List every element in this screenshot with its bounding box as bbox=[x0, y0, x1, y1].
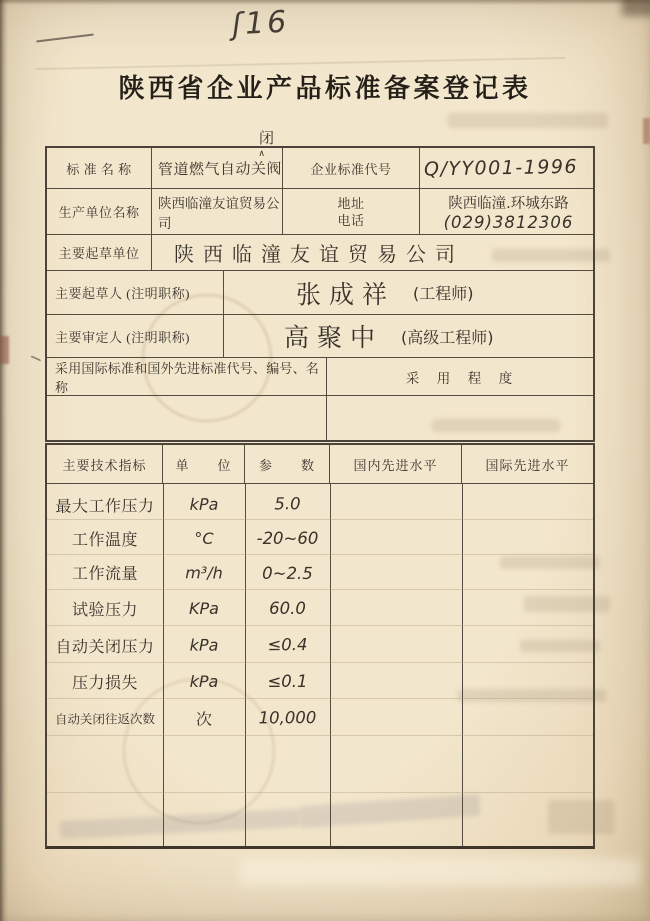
indicator-name: 自动关闭压力 bbox=[55, 636, 155, 656]
registration-info-table bbox=[45, 129, 595, 442]
indicator-name: 最大工作压力 bbox=[55, 495, 155, 516]
faint-row-line bbox=[47, 662, 593, 663]
producer-label: 生产单位名称 bbox=[47, 189, 152, 234]
header-international-level: 国际先进水平 bbox=[485, 457, 570, 473]
indicator-unit: 次 bbox=[195, 709, 213, 729]
scan-corner-shadow bbox=[622, 0, 650, 16]
indicator-unit: kPa bbox=[189, 671, 219, 691]
scan-left-edge bbox=[0, 0, 8, 921]
reviewer-title-handwriting: (高级工程师) bbox=[401, 327, 494, 347]
table-row bbox=[47, 315, 593, 358]
indicator-row bbox=[47, 664, 593, 698]
scan-top-edge bbox=[0, 0, 650, 5]
indicator-row bbox=[47, 626, 593, 663]
indicator-unit: m³/h bbox=[185, 562, 223, 582]
indicator-value: ≤0.1 bbox=[267, 671, 308, 691]
drafter-value bbox=[224, 271, 593, 314]
indicator-value: 5.0 bbox=[274, 493, 301, 513]
phone-label-line bbox=[337, 212, 364, 229]
indicator-name: 压力损失 bbox=[71, 672, 138, 692]
drafter-title-handwriting: (工程师) bbox=[413, 284, 474, 303]
table-header-row bbox=[47, 445, 593, 484]
address-handwriting: 陕西临潼.环城东路 bbox=[448, 195, 569, 212]
indicator-value: 10,000 bbox=[258, 707, 317, 727]
indicator-unit: KPa bbox=[189, 598, 219, 618]
header-parameter: 参 数 bbox=[245, 445, 330, 483]
indicator-value: -20~60 bbox=[256, 528, 319, 548]
address-label-char: 址 bbox=[351, 195, 365, 211]
indicator-row bbox=[47, 555, 593, 592]
address-label-line bbox=[337, 195, 364, 212]
pen-dash-mark bbox=[36, 33, 94, 42]
adoption-degree-label: 采 用 程 度 bbox=[405, 370, 515, 386]
table-row bbox=[47, 235, 593, 271]
indicator-unit: °C bbox=[194, 528, 214, 548]
handwritten-page-code: ʃ16 bbox=[231, 4, 291, 43]
indicator-value: 0~2.5 bbox=[262, 563, 313, 583]
standard-name-handwriting: 管道燃气自动关阀 bbox=[157, 158, 283, 179]
enterprise-code-label: 企业标准代号 bbox=[283, 148, 420, 188]
phone-label-char: 话 bbox=[351, 212, 365, 228]
indicator-row bbox=[47, 484, 593, 522]
form-title: 陕西省企业产品标准备案登记表 bbox=[118, 73, 532, 103]
indicator-name: 工作温度 bbox=[71, 529, 138, 549]
enterprise-code-value: Q/YY001-1996 bbox=[423, 155, 579, 181]
reviewer-label: 主要审定人 (注明职称) bbox=[47, 315, 224, 357]
table-body bbox=[47, 484, 593, 846]
indicator-row bbox=[47, 698, 593, 736]
table-row bbox=[47, 129, 593, 189]
red-ink-smudge-left bbox=[0, 336, 9, 364]
insertion-caret: ∧ bbox=[258, 149, 265, 159]
table-row bbox=[47, 271, 593, 315]
indicator-value: 60.0 bbox=[269, 598, 306, 618]
reviewer-name-handwriting: 高聚中 bbox=[284, 323, 384, 352]
technical-indicators-table bbox=[45, 443, 595, 849]
address-phone-label bbox=[283, 189, 420, 234]
intl-standard-empty-cell bbox=[47, 396, 327, 440]
indicator-value: ≤0.4 bbox=[267, 634, 308, 654]
red-ink-smudge-right bbox=[643, 118, 650, 144]
drafting-unit-value: 陕西临潼友谊贸易公司 bbox=[174, 242, 464, 266]
indicator-row bbox=[47, 521, 593, 555]
scan-light-band bbox=[240, 858, 640, 886]
drafting-unit-label: 主要起草单位 bbox=[47, 235, 152, 270]
inserted-character: 闭 bbox=[258, 129, 274, 147]
header-unit: 单 位 bbox=[163, 445, 245, 483]
address-phone-value bbox=[420, 189, 593, 234]
faint-row-line bbox=[47, 792, 593, 793]
standard-name-value bbox=[152, 129, 283, 188]
indicator-unit: kPa bbox=[189, 494, 219, 514]
adoption-degree-empty-cell bbox=[327, 396, 593, 440]
drafter-label: 主要起草人 (注明职称) bbox=[47, 271, 224, 314]
standard-name-label: 标 准 名 称 bbox=[47, 148, 152, 188]
producer-value: 陕西临潼友谊贸易公司 bbox=[152, 189, 283, 234]
ink-bleedthrough bbox=[448, 113, 608, 128]
indicator-name: 试验压力 bbox=[71, 599, 138, 619]
intl-standard-label: 采用国际标准和国外先进标准代号、编号、名称 bbox=[47, 358, 327, 395]
indicator-name: 工作流量 bbox=[71, 563, 139, 583]
drafter-name-handwriting: 张成祥 bbox=[296, 279, 396, 309]
header-indicator: 主要技术指标 bbox=[47, 445, 163, 483]
table-row bbox=[47, 358, 593, 396]
header-domestic-level: 国内先进水平 bbox=[330, 445, 462, 483]
phone-label-char: 电 bbox=[337, 212, 351, 228]
table-row bbox=[47, 396, 593, 440]
reviewer-value bbox=[224, 315, 593, 357]
table-row bbox=[47, 189, 593, 235]
address-label-char: 地 bbox=[337, 195, 351, 211]
indicator-unit: kPa bbox=[189, 635, 219, 655]
indicator-name: 自动关闭往返次数 bbox=[54, 711, 156, 727]
indicator-row bbox=[47, 591, 593, 625]
pen-tick-mark bbox=[28, 355, 42, 368]
phone-handwriting: (029)3812306 bbox=[443, 212, 574, 232]
